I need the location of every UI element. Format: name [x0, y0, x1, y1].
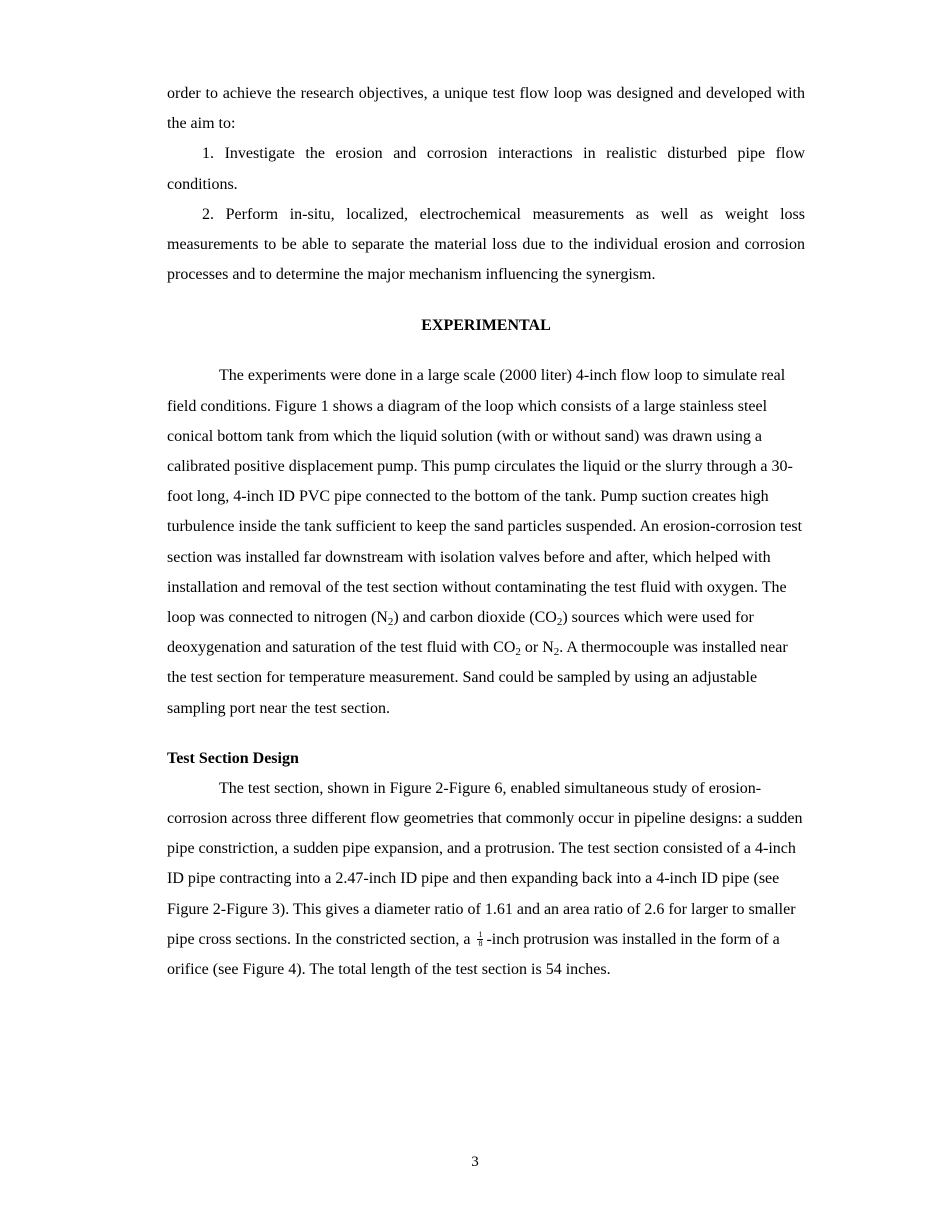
list-item-text: Perform in-situ, localized, electrochemical measurements as well as weight loss measurements to be able to separate the material loss due to the individual erosion and corrosion processes and to determine the major mechanism influencing the synergism.: [167, 205, 806, 284]
list-item: [167, 139, 805, 199]
page-body: [167, 79, 805, 985]
fraction: [477, 931, 483, 948]
text-run: -inch protrusion was installed in the form of a orifice (see Figure 4). The total length of the test section is 54 inches.: [167, 930, 780, 979]
intro-paragraph: order to achieve the research objectives, a unique test flow loop was designed and developed with the aim to:: [167, 85, 805, 133]
text-run: . A thermocouple was installed near the test section for temperature measurement. Sand could be sampled by using an adjustable sampling port near the test section.: [167, 639, 788, 717]
list-item-text: Investigate the erosion and corrosion interactions in realistic disturbed pipe flow conditions.: [167, 145, 805, 193]
section-heading-experimental: EXPERIMENTAL: [421, 317, 551, 335]
text-run: The experiments were done in a large scale (2000 liter) 4-inch flow loop to simulate real field conditions. Figure 1 shows a diagram of the loop which consists of a large stainless steel conical bottom tank from which the liquid solution (with or without sand) was drawn using a calibrated positive displacement pump. This pump circulates the liquid or the slurry through a 30-foot long, 4-inch ID PVC pipe connected to the bottom of the tank. Pump suction creates high turbulence inside the tank sufficient to keep the sand particles suspended. An erosion-corrosion test section was installed far downstream with isolation valves before and after, which helped with installation and removal of the test section without contaminating the test fluid with oxygen. The loop was connected to nitrogen (N: [167, 367, 803, 627]
test-section-paragraph: [167, 774, 805, 985]
text-run: The test section, shown in Figure 2-Figure 6, enabled simultaneous study of erosion-corrosion across three different flow geometries that commonly occur in pipeline designs: a sudden pipe constriction, a sudden pipe expansion, and a protrusion. The test section consisted of a 4-inch ID pipe contracting into a 2.47-inch ID pipe and then expanding back into a 4-inch ID pipe (see Figure 2-Figure 3). This gives a diameter ratio of 1.61 and an area ratio of 2.6 for larger to smaller pipe cross sections. In the constricted section, a: [167, 779, 803, 948]
experimental-paragraph: [167, 361, 805, 723]
text-run: ) sources which were used for deoxygenation and saturation of the test fluid with CO: [167, 609, 754, 657]
subsection-heading-test-section: Test Section Design: [167, 749, 299, 767]
list-item-number: 2.: [202, 205, 214, 223]
fraction-numerator: 1: [478, 929, 483, 939]
subscript: 2: [387, 616, 394, 629]
subscript: 2: [515, 646, 521, 659]
page-number: 3: [471, 1154, 479, 1170]
subscript: 2: [556, 616, 563, 629]
list-item: [167, 200, 805, 291]
subscript: 2: [553, 646, 560, 659]
fraction-denominator: 8: [478, 938, 483, 948]
text-run: ) and carbon dioxide (CO: [393, 609, 557, 627]
list-item-number: 1.: [202, 145, 214, 163]
text-run: or N: [520, 639, 554, 657]
